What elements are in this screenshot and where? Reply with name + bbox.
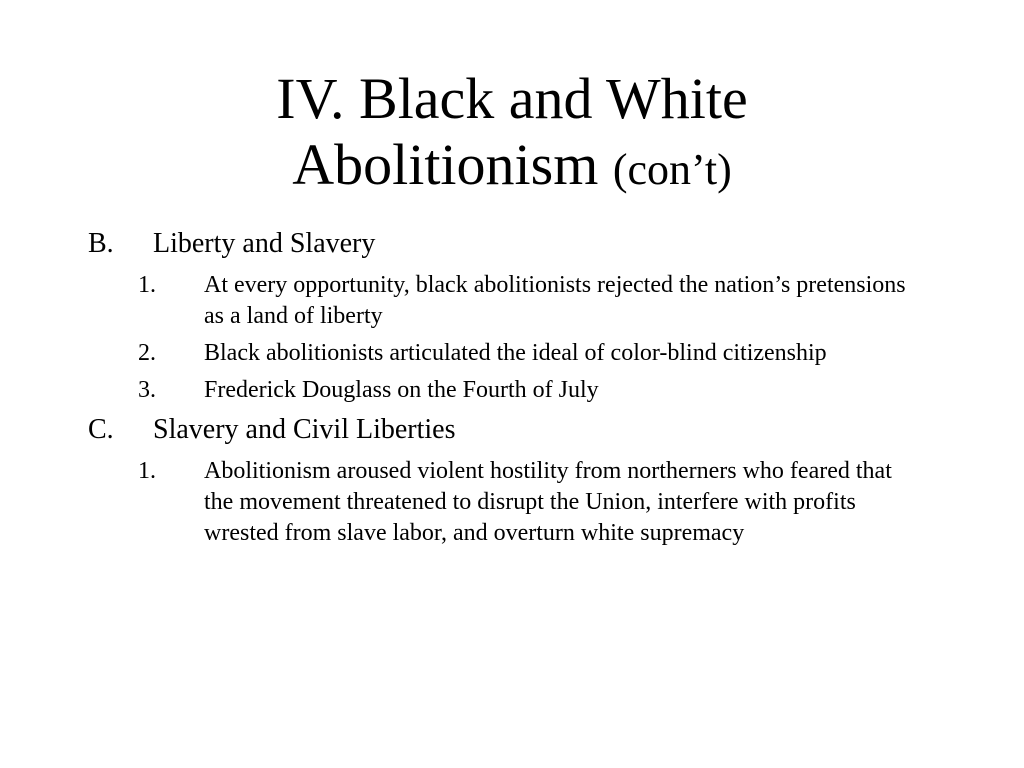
item-text: Abolitionism aroused violent hostility from northerners who feared that the movement threatened to disrupt the Union, interfere with profits wrested from slave labor, and overturn white supremacy [204,458,892,546]
title-line-1: IV. Black and White [276,66,748,131]
list-item [0,270,1024,332]
section-heading: Slavery and Civil Liberties [153,414,456,445]
section-c [0,412,1024,448]
section-b [0,226,1024,262]
item-marker: 2. [138,340,156,366]
item-marker: 1. [138,458,156,484]
title-main-word: Abolitionism [292,132,599,197]
item-text: At every opportunity, black abolitionists rejected the nation’s pretensions as a land of liberty [204,272,906,329]
item-text: Black abolitionists articulated the ideal of color-blind citizenship [204,340,827,366]
list-item [0,338,1024,369]
section-marker: B. [88,228,114,259]
section-marker: C. [88,414,114,445]
item-marker: 3. [138,377,156,403]
title-suffix: (con’t) [612,145,732,194]
section-heading: Liberty and Slavery [153,228,376,259]
slide-title [0,66,1024,203]
item-text: Frederick Douglass on the Fourth of July [204,377,599,403]
title-line-2 [0,132,1024,203]
slide-outline [0,226,1024,555]
list-item [0,375,1024,406]
list-item [0,456,1024,549]
item-marker: 1. [138,272,156,298]
